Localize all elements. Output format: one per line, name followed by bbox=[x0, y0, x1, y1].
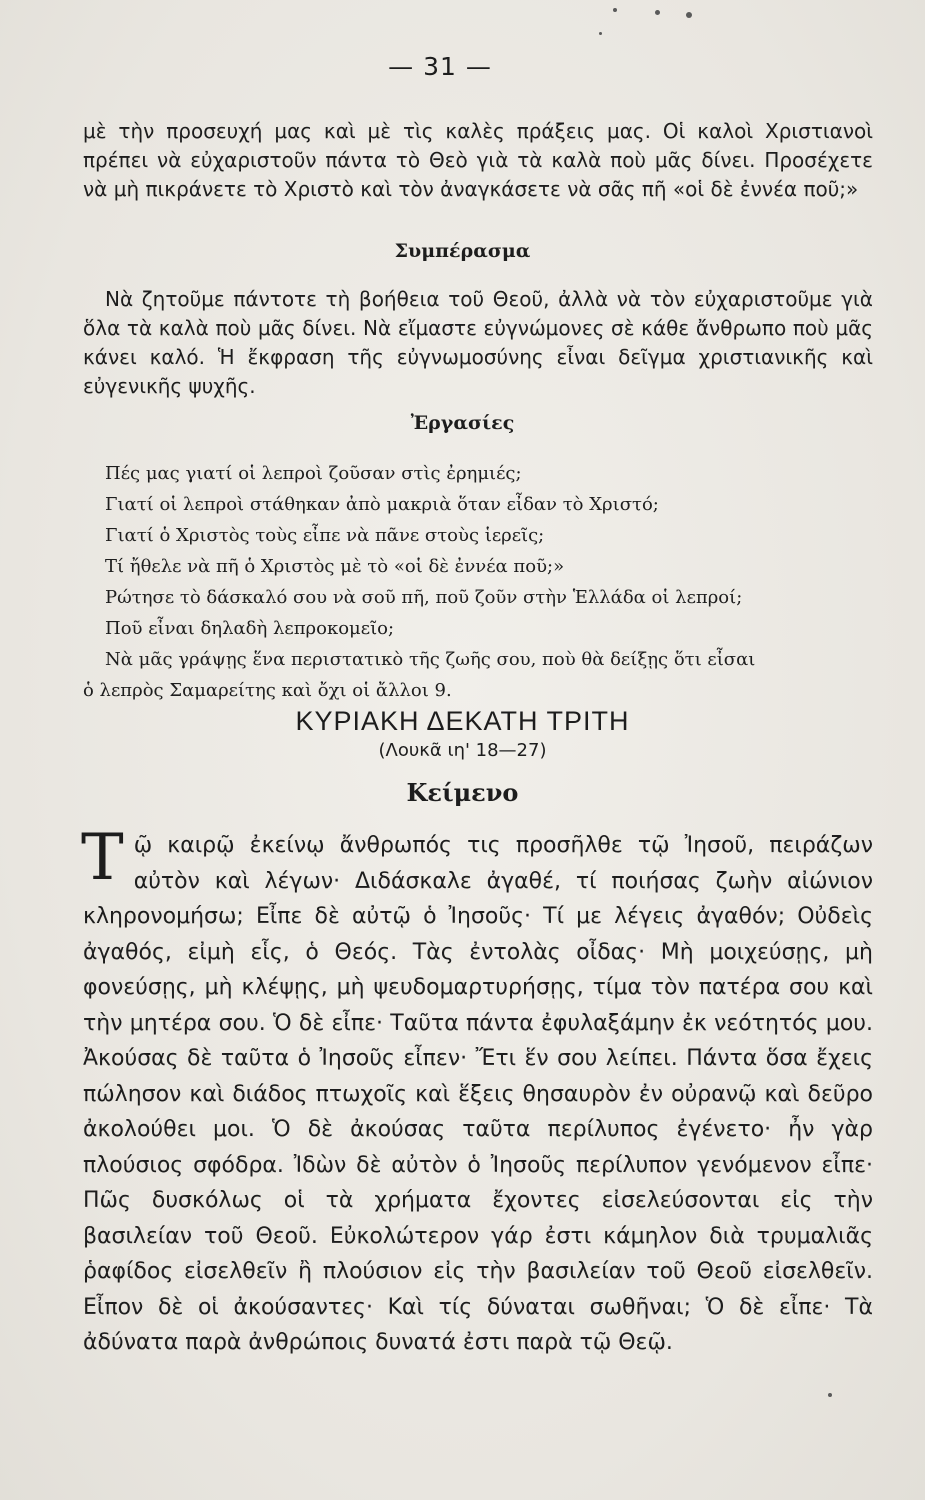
exercise-item: Ποῦ εἶναι δηλαδὴ λεπροκομεῖο; bbox=[105, 618, 395, 639]
exercise-item: Πές μας γιατί οἱ λεπροὶ ζοῦσαν στὶς ἐρημιές; bbox=[105, 463, 522, 484]
scripture-reference: (Λουκᾶ ιη' 18—27) bbox=[378, 740, 547, 761]
scripture-passage bbox=[81, 821, 873, 1361]
exercise-item: Ρώτησε τὸ δάσκαλό σου νὰ σοῦ πῆ, ποῦ ζοῦν στὴν Ἑλλάδα οἱ λεπροί; bbox=[105, 587, 743, 608]
ink-speck bbox=[613, 8, 617, 12]
paragraph-conclusion: Νὰ ζητοῦμε πάντοτε τὴ βοήθεια τοῦ Θεοῦ, ἀλλὰ νὰ τὸν εὐχαριστοῦμε γιὰ ὅλα τὰ καλὰ ποὺ μᾶς δίνει. Νὰ εἴμαστε εὐγνώμονες σὲ κάθε ἄνθρωπο ποὺ μᾶς κάνει καλό. Ἡ ἔκφραση τῆς εὐγνωμοσύνης εἶναι δεῖγμα χριστιανικῆς καὶ εὐγενικῆς ψυχῆς. bbox=[83, 287, 873, 398]
exercise-item: Γιατί ὁ Χριστὸς τοὺς εἶπε νὰ πᾶνε στοὺς ἱερεῖς; bbox=[105, 525, 545, 546]
paragraph-gratitude: μὲ τὴν προσευχή μας καὶ μὲ τὶς καλὲς πράξεις μας. Οἱ καλοὶ Χριστιανοὶ πρέπει νὰ εὐχαριστοῦν πάντα τὸ Θεὸ γιὰ τὰ καλὰ ποὺ μᾶς δίνει. Προσέχετε νὰ μὴ πικράνετε τὸ Χριστὸ καὶ τὸν ἀναγκάσετε νὰ σᾶς πῆ «οἱ δὲ ἐννέα ποῦ;» bbox=[83, 119, 873, 201]
exercise-item-line: Νὰ μᾶς γράψῃς ἕνα περιστατικὸ τῆς ζωῆς σου, ποὺ θὰ δείξῃς ὅτι εἶσαι bbox=[105, 649, 756, 670]
ink-speck bbox=[599, 32, 602, 35]
scripture-body: ῷ καιρῷ ἐκείνῳ ἄνθρωπός τις προσῆλθε τῷ Ἰησοῦ, πειράζων αὐτὸν καὶ λέγων· Διδάσκαλε ἀγαθέ, τί ποιήσας ζωὴν αἰώνιον κληρονομήσω; Εἶπε δὲ αὐτῷ ὁ Ἰησοῦς· Τί με λέγεις ἀγαθόν; Οὐδεὶς ἀγαθός, εἰμὴ εἷς, ὁ Θεός. Τὰς ἐντολὰς οἶδας· Μὴ μοιχεύσῃς, μὴ φονεύσῃς, μὴ κλέψῃς, μὴ ψευδομαρτυρήσῃς, τίμα τὸν πατέρα σου καὶ τὴν μητέρα σου. Ὁ δὲ εἶπε· Ταῦτα πάντα ἐφυλαξάμην ἐκ νεότητός μου. Ἀκούσας δὲ ταῦτα ὁ Ἰησοῦς εἶπεν· Ἔτι ἕν σου λείπει. Πάντα ὅσα ἔχεις πώλησον καὶ διάδος πτωχοῖς καὶ ἕξεις θησαυρὸν ἐν οὐρανῷ καὶ δεῦρο ἀκολούθει μοι. Ὁ δὲ ἀκούσας ταῦτα περίλυπος ἐγένετο· ἦν γὰρ πλούσιος σφόδρα. Ἰδὼν δὲ αὐτὸν ὁ Ἰησοῦς περίλυπον γενόμενον εἶπε· Πῶς δυσκόλως οἱ τὰ χρήματα ἔχοντες εἰσελεύσονται εἰς τὴν βασιλείαν τοῦ Θεοῦ. Εὐκολώτερον γάρ ἐστι κάμηλον διὰ τρυμαλιᾶς ῥαφίδος εἰσελθεῖν ἢ πλούσιον εἰς τὴν βασιλείαν τοῦ Θεοῦ εἰσελθεῖν. Εἶπον δὲ οἱ ἀκούσαντες· Καὶ τίς δύναται σωθῆναι; Ὁ δὲ εἶπε· Τὰ ἀδύνατα παρὰ ἀνθρώποις δυνατά ἐστι παρὰ τῷ Θεῷ. bbox=[83, 833, 873, 1355]
drop-cap: Τ bbox=[81, 821, 124, 895]
page-number: — 31 — bbox=[388, 52, 492, 81]
sunday-title: ΚΥΡΙΑΚΗ ΔΕΚΑΤΗ ΤΡΙΤΗ bbox=[295, 706, 630, 736]
ink-speck bbox=[828, 1393, 832, 1397]
heading-conclusion: Συμπέρασμα bbox=[394, 240, 531, 262]
exercise-item: Γιατί οἱ λεπροὶ στάθηκαν ἀπὸ μακριὰ ὅταν εἶδαν τὸ Χριστό; bbox=[105, 494, 659, 515]
exercise-item: Τί ἤθελε νὰ πῆ ὁ Χριστὸς μὲ τὸ «οἱ δὲ ἐννέα ποῦ;» bbox=[105, 556, 565, 577]
exercise-item bbox=[83, 644, 873, 706]
heading-exercises: Ἐργασίες bbox=[410, 412, 515, 434]
ink-speck bbox=[655, 10, 660, 15]
ink-speck bbox=[686, 12, 692, 18]
exercise-item-line: ὁ λεπρὸς Σαμαρείτης καὶ ὄχι οἱ ἄλλοι 9. bbox=[83, 680, 452, 701]
heading-text: Κείμενο bbox=[406, 778, 519, 807]
exercise-list bbox=[83, 458, 873, 706]
